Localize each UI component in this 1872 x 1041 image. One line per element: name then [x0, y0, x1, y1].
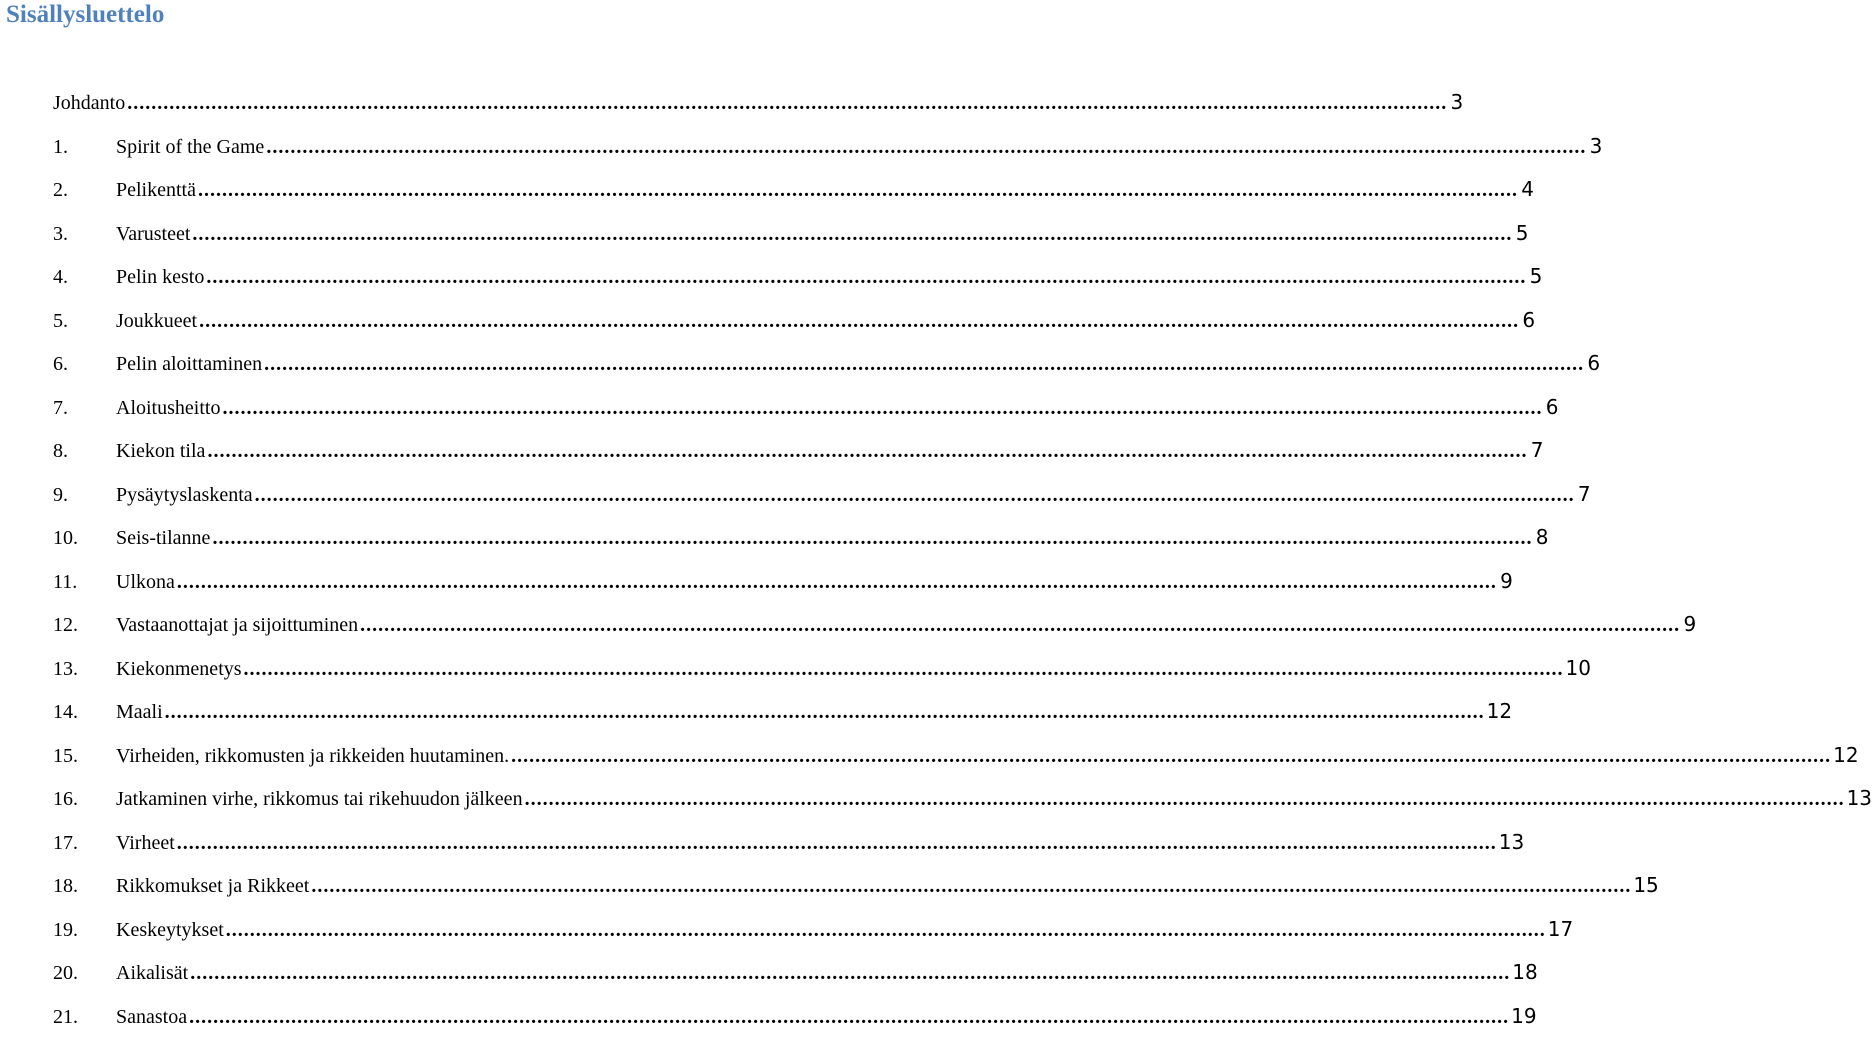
- toc-entry-title[interactable]: Virheiden, rikkomusten ja rikkeiden huutaminen.: [116, 738, 509, 774]
- toc-dot-leader: [264, 346, 1584, 382]
- toc-entry[interactable]: [53, 476, 962, 520]
- toc-entry[interactable]: [53, 911, 962, 955]
- toc-entry[interactable]: [53, 519, 962, 563]
- toc-entry-title[interactable]: Joukkueet: [116, 303, 197, 339]
- toc-entry-title[interactable]: Aikalisät: [116, 955, 188, 991]
- toc-entry[interactable]: [53, 215, 962, 259]
- toc-entry-title[interactable]: Jatkaminen virhe, rikkomus tai rikehuudon jälkeen: [116, 781, 523, 817]
- toc-dot-leader: [206, 259, 1526, 295]
- toc-entry-title[interactable]: Maali: [116, 694, 163, 730]
- toc-dot-leader: [255, 477, 1575, 513]
- toc-entry-title[interactable]: Spirit of the Game: [116, 129, 264, 165]
- toc-entry-page-number[interactable]: 9: [1682, 606, 1696, 642]
- toc-entry-title[interactable]: Pelin kesto: [116, 259, 204, 295]
- toc-entry-title[interactable]: Ulkona: [116, 564, 175, 600]
- toc-entry-number: 5.: [53, 303, 116, 339]
- toc-entry-number: 21.: [53, 999, 116, 1035]
- toc-entry-page-number[interactable]: 15: [1633, 867, 1658, 903]
- toc-dot-leader: [165, 694, 1485, 730]
- toc-entry-page-number[interactable]: 6: [1544, 389, 1558, 425]
- toc-entry-page-number[interactable]: 7: [1577, 476, 1591, 512]
- toc-entry[interactable]: [53, 954, 962, 998]
- toc-dot-leader: [266, 129, 1586, 165]
- toc-dot-leader: [199, 303, 1519, 339]
- toc-entry-title[interactable]: Varusteet: [116, 216, 190, 252]
- toc-entry-number: 16.: [53, 781, 116, 817]
- toc-entry-number: 13.: [53, 651, 116, 687]
- toc-entry[interactable]: [53, 389, 962, 433]
- toc-entry-number: 7.: [53, 390, 116, 426]
- toc-entry-number: 3.: [53, 216, 116, 252]
- toc-dot-leader: [226, 912, 1546, 948]
- toc-dot-leader: [127, 85, 1447, 121]
- toc-entry-number: 17.: [53, 825, 116, 861]
- toc-entry-page-number[interactable]: 12: [1833, 737, 1858, 773]
- toc-dot-leader: [198, 172, 1518, 208]
- toc-entry[interactable]: [53, 867, 962, 911]
- toc-entry-page-number[interactable]: 13: [1847, 780, 1872, 816]
- toc-entry[interactable]: [53, 432, 962, 476]
- toc-dot-leader: [525, 781, 1845, 817]
- toc-entry-page-number[interactable]: 13: [1499, 824, 1524, 860]
- toc-dot-leader: [311, 868, 1631, 904]
- toc-entry[interactable]: [53, 824, 962, 868]
- toc-entry-page-number[interactable]: 18: [1512, 954, 1537, 990]
- toc-entry-number: 1.: [53, 129, 116, 165]
- toc-entry-page-number[interactable]: 3: [1588, 128, 1602, 164]
- toc-entry-number: 20.: [53, 955, 116, 991]
- toc-entry-number: 18.: [53, 868, 116, 904]
- toc-entry-page-number[interactable]: 12: [1487, 693, 1512, 729]
- toc-dot-leader: [190, 955, 1510, 991]
- toc-entry[interactable]: [53, 258, 962, 302]
- toc-entry-page-number[interactable]: 9: [1499, 563, 1513, 599]
- toc-entry-title[interactable]: Vastaanottajat ja sijoittuminen: [116, 607, 358, 643]
- toc-entry-number: 10.: [53, 520, 116, 556]
- toc-entry[interactable]: [53, 780, 962, 824]
- toc-entry-title[interactable]: Pelikenttä: [116, 172, 196, 208]
- toc-entry-title[interactable]: Virheet: [116, 825, 175, 861]
- toc-entry-title[interactable]: Seis-tilanne: [116, 520, 210, 556]
- toc-dot-leader: [177, 564, 1497, 600]
- toc-entry-page-number[interactable]: 3: [1449, 84, 1463, 120]
- toc-entry-number: 12.: [53, 607, 116, 643]
- toc-entry-number: 11.: [53, 564, 116, 600]
- toc-entry[interactable]: [53, 606, 962, 650]
- toc-entry-page-number[interactable]: 10: [1566, 650, 1591, 686]
- toc-entry-page-number[interactable]: 6: [1586, 345, 1600, 381]
- toc-entry-number: 4.: [53, 259, 116, 295]
- toc-entry-number: 2.: [53, 172, 116, 208]
- toc-dot-leader: [244, 651, 1564, 687]
- toc-entry[interactable]: [53, 737, 962, 781]
- toc-entry-number: 14.: [53, 694, 116, 730]
- toc-entry-title[interactable]: Sanastoa: [116, 999, 187, 1035]
- toc-entry[interactable]: [53, 998, 962, 1041]
- toc-entry-title[interactable]: Johdanto: [53, 85, 125, 121]
- toc-dot-leader: [360, 607, 1680, 643]
- toc-entry-number: 15.: [53, 738, 116, 774]
- toc-entry-page-number[interactable]: 5: [1528, 258, 1542, 294]
- toc-entry-page-number[interactable]: 7: [1529, 432, 1543, 468]
- toc-dot-leader: [212, 520, 1532, 556]
- toc-entry-title[interactable]: Rikkomukset ja Rikkeet: [116, 868, 309, 904]
- toc-dot-leader: [189, 999, 1509, 1035]
- toc-entry-page-number[interactable]: 19: [1511, 998, 1536, 1034]
- toc-entry-number: 19.: [53, 912, 116, 948]
- toc-dot-leader: [207, 433, 1527, 469]
- toc-dot-leader: [222, 390, 1542, 426]
- table-of-contents: [53, 84, 962, 1041]
- toc-entry[interactable]: [53, 563, 962, 607]
- toc-dot-leader: [177, 825, 1497, 861]
- toc-entry-title[interactable]: Kiekonmenetys: [116, 651, 242, 687]
- toc-entry-title[interactable]: Kiekon tila: [116, 433, 205, 469]
- toc-entry-page-number[interactable]: 17: [1548, 911, 1573, 947]
- toc-entry-title[interactable]: Keskeytykset: [116, 912, 224, 948]
- toc-dot-leader: [511, 738, 1831, 774]
- toc-entry-number: 6.: [53, 346, 116, 382]
- toc-heading: Sisällysluettelo: [6, 0, 164, 30]
- toc-entry[interactable]: [53, 128, 962, 172]
- toc-entry[interactable]: [53, 171, 962, 215]
- toc-entry-page-number[interactable]: 5: [1514, 215, 1528, 251]
- toc-dot-leader: [192, 216, 1512, 252]
- toc-entry-number: 9.: [53, 477, 116, 513]
- toc-entry-title[interactable]: Aloitusheitto: [116, 390, 220, 426]
- toc-entry[interactable]: [53, 693, 962, 737]
- toc-entry[interactable]: [53, 302, 962, 346]
- toc-entry-number: 8.: [53, 433, 116, 469]
- toc-entry[interactable]: [53, 84, 962, 128]
- toc-entry-title[interactable]: Pysäytyslaskenta: [116, 477, 253, 513]
- toc-entry-title[interactable]: Pelin aloittaminen: [116, 346, 262, 382]
- toc-entry-page-number[interactable]: 6: [1521, 302, 1535, 338]
- toc-entry-page-number[interactable]: 8: [1534, 519, 1548, 555]
- toc-entry[interactable]: [53, 345, 962, 389]
- toc-entry[interactable]: [53, 650, 962, 694]
- toc-entry-page-number[interactable]: 4: [1520, 171, 1534, 207]
